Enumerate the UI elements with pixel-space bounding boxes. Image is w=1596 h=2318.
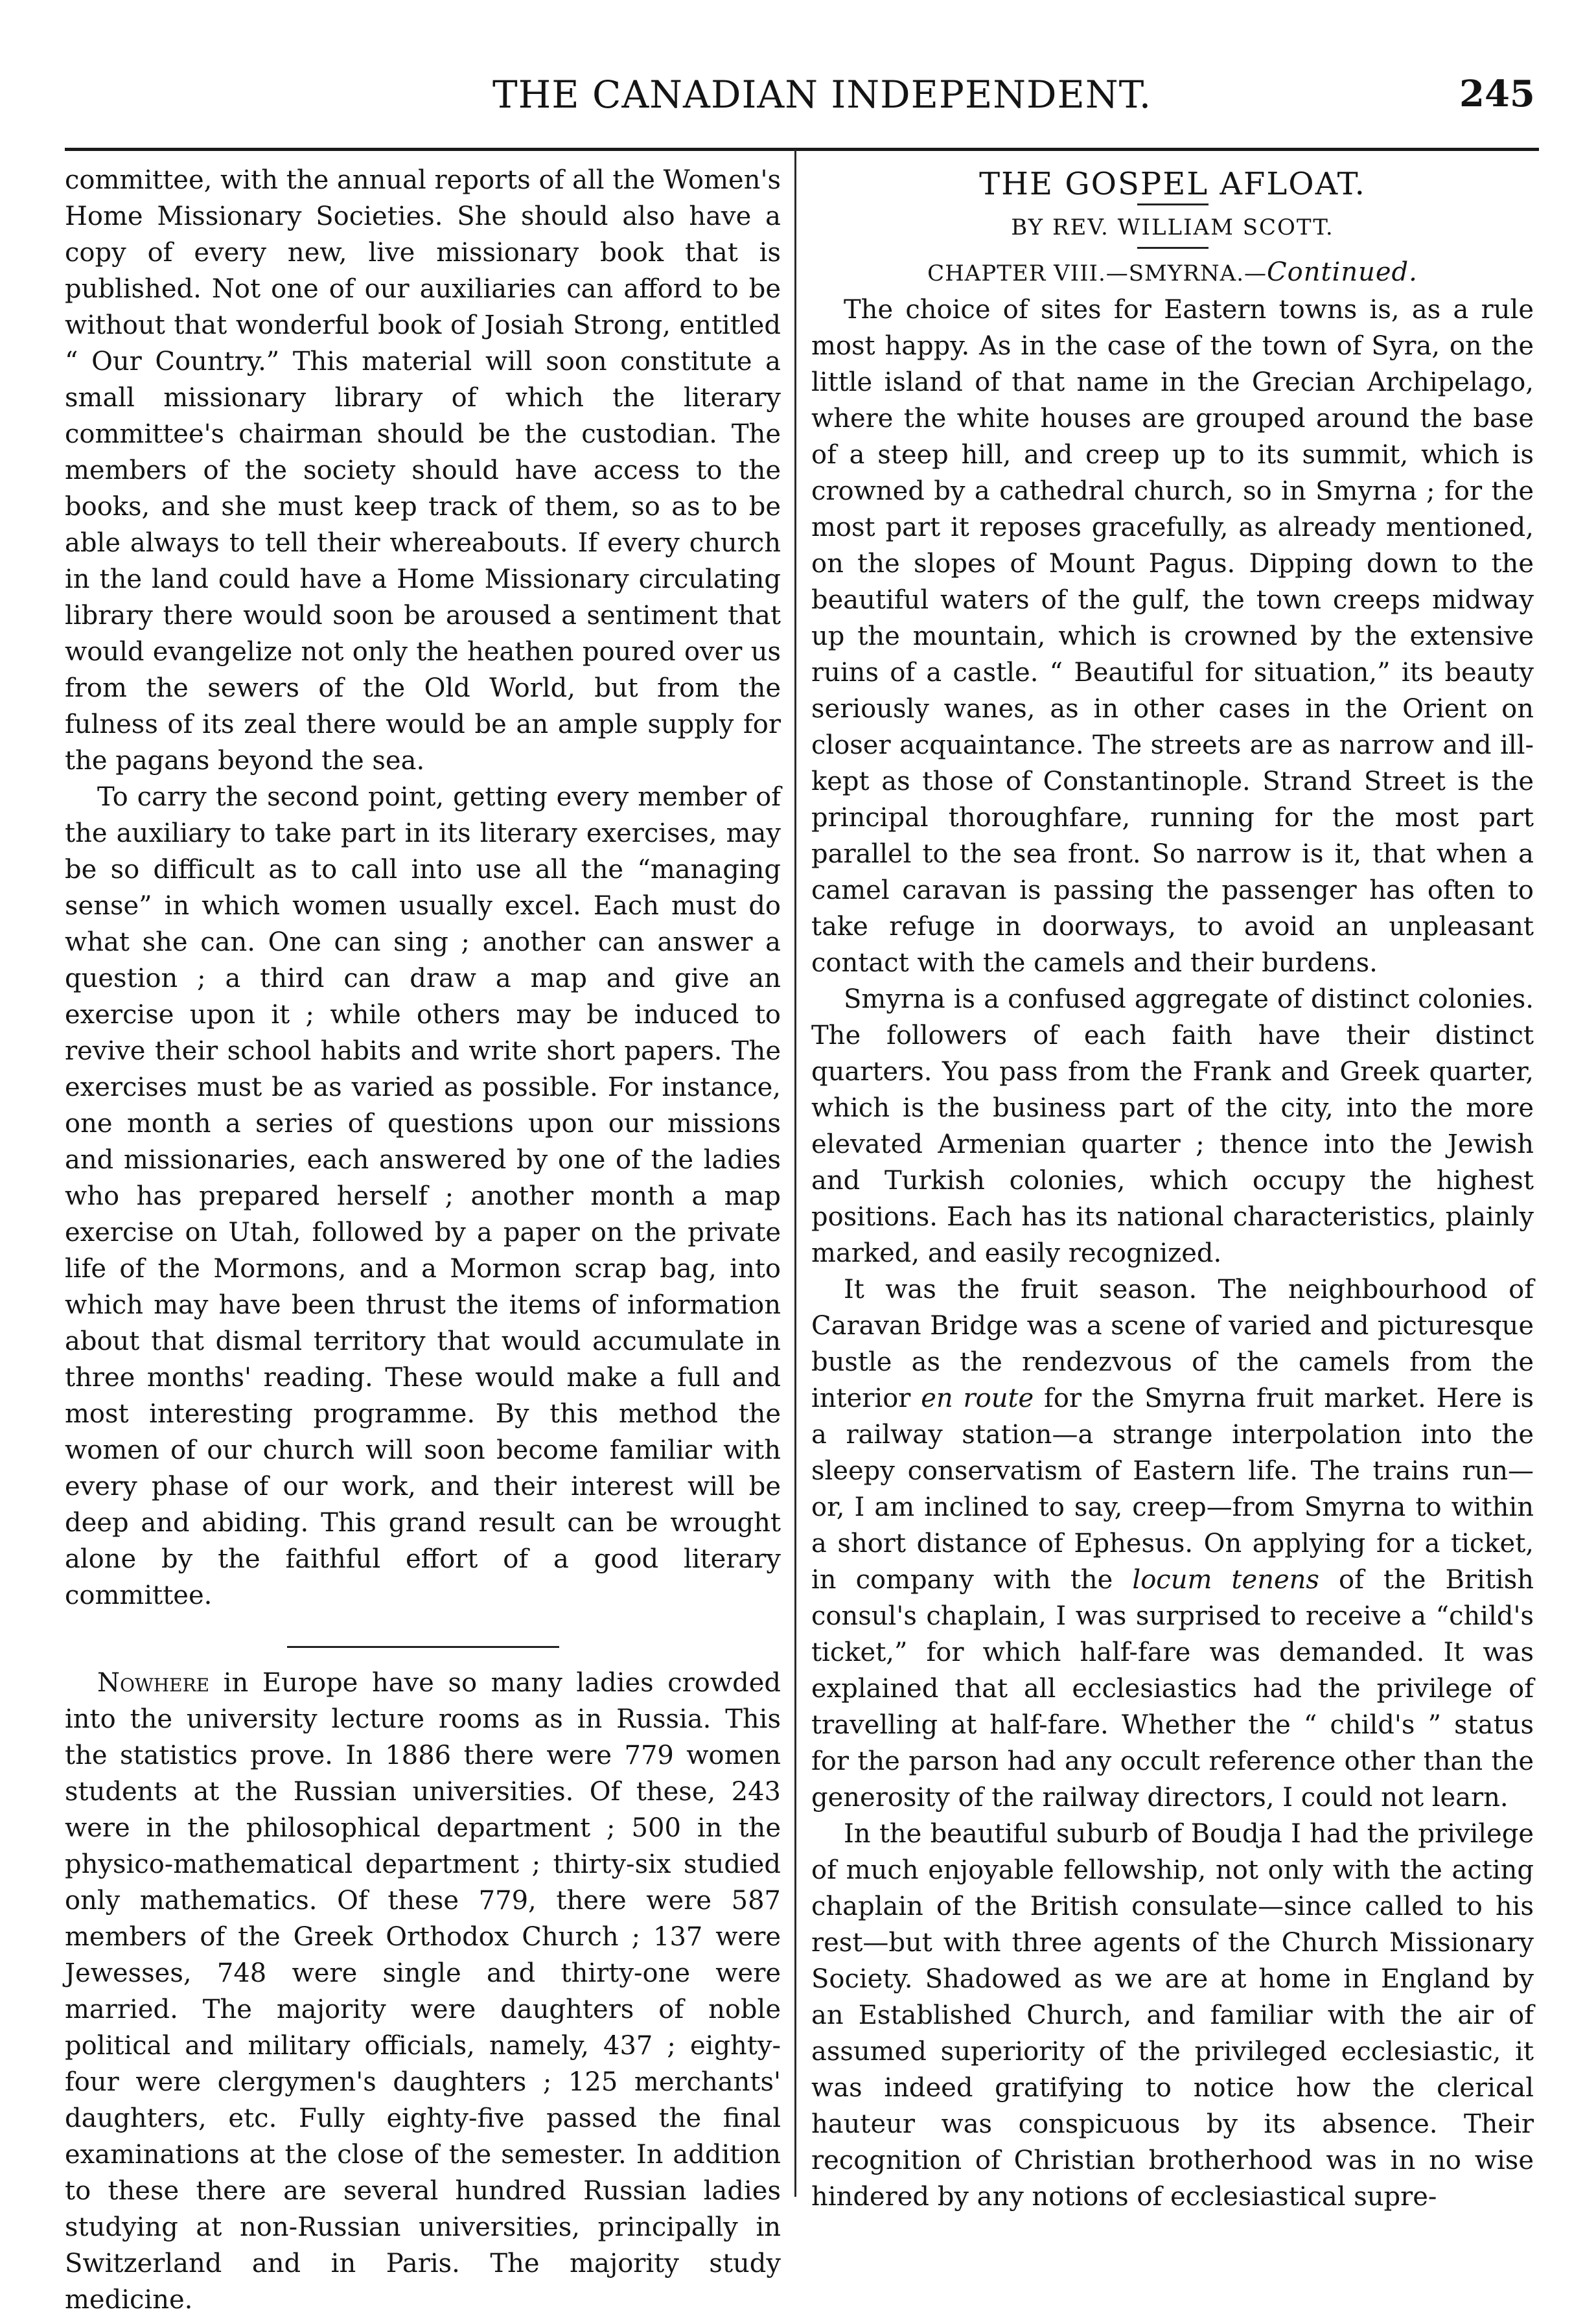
left-paragraph-2: To carry the second point, getting every member of the auxiliary to take part in its literary exercises, may be so difficult as to call into use all the “managing sense” in which women usually excel. Each must do what she can. One can sing ; another can answer a question ; a third can draw a map and give an exercise upon it ; while others may be induced to revive their school habits and write short papers. The exercises must be as varied as possible. For instance, one month a series of questions upon our missions and missionaries, each answered by one of the ladies who has prepared herself ; another month a map exercise on Utah, followed by a paper on the private life of the Mormons, and a Mormon scrap bag, into which may have been thrust the items of information about that dismal territory that would accumulate in three months' reading. These would make a full and most interesting programme. By this method the women of our church will soon become familiar with every phase of our work, and their interest will be deep and abiding. This grand result can be wrought alone by the faithful effort of a good literary committee. [65, 782, 781, 1610]
section-divider [287, 1646, 559, 1648]
right-paragraph-3-part-e: of the British consul's chaplain, I was surprised to receive a “child's ticket,” for which half-fare was demanded. It was explained that all ecclesiastics had the privilege of travelling at half-fare. Whether the “ child's ” status for the parson had any occult reference other than the generosity of the railway directors, I could not learn. [811, 1565, 1534, 1813]
column-rule [794, 149, 796, 2197]
header-rule [65, 148, 1539, 151]
byline-rule [1137, 247, 1209, 249]
left-paragraph-3 [65, 1665, 781, 2318]
left-paragraph-3-text: in Europe have so many ladies crowded into the university lecture rooms as in Russia. This the statistics prove. In 1886 there were 779 women students at the Russian universities. Of these, 243 were in the philosophical department ; 500 in the physico-mathematical department ; thirty-six studied only mathematics. Of these 779, there were 587 members of the Greek Orthodox Church ; 137 were Jewesses, 748 were single and thirty-one were married. The majority were daughters of noble political and military officials, namely, 437 ; eighty-four were clergymen's daughters ; 125 merchants' daughters, etc. Fully eighty-five passed the final examinations at the close of the semester. In addition to these there are several hundred Russian ladies studying at non-Russian universities, principally in Switzerland and in Paris. The majority study medicine. [65, 1668, 781, 2315]
title-rule [1137, 203, 1209, 205]
left-column [65, 162, 781, 2318]
byline: BY REV. WILLIAM SCOTT. [1011, 214, 1334, 240]
right-paragraph-4: In the beautiful suburb of Boudja I had the privilege of much enjoyable fellowship, not only with the acting chaplain of the British consulate—since called to his rest—but with three agents of the Church Missionary Society. Shadowed as we are at home in England by an Established Church, and familiar with the air of assumed superiority of the privileged ecclesiastic, it was indeed gratifying to notice how the clerical hauteur was conspicuous by its absence. Their recognition of Christian brotherhood was in no wise hindered by any notions of ecclesiastical supre- [811, 1819, 1534, 2212]
chapter-continued: Continued. [1267, 257, 1418, 287]
page-number: 245 [1459, 73, 1535, 115]
running-title: THE CANADIAN INDEPENDENT. [492, 73, 1152, 117]
italic-en-route: en route [921, 1384, 1034, 1413]
article-title: THE GOSPEL AFLOAT. [979, 166, 1366, 202]
right-paragraph-1: The choice of sites for Eastern towns is, as a rule most happy. As in the case of the town of Syra, on the little island of that name in the Grecian Archipelago, where the white houses are grouped around the base of a steep hill, and creep up to its summit, which is crowned by a cathedral church, so in Smyrna ; for the most part it reposes gracefully, as already mentioned, on the slopes of Mount Pagus. Dipping down to the beautiful waters of the gulf, the town creeps midway up the mountain, which is crowned by the extensive ruins of a castle. “ Beautiful for situation,” its beauty seriously wanes, as in other cases in the Orient on closer acquaintance. The streets are as narrow and ill-kept as those of Constantinople. Strand Street is the principal thoroughfare, running for the most part parallel to the sea front. So narrow is it, that when a camel caravan is passing the passenger has often to take refuge in doorways, to avoid an unpleasant contact with the camels and their burdens. [811, 295, 1534, 978]
right-paragraph-3-part-c: for the Smyrna fruit market. Here is a railway station—a strange interpolation into the sleepy conservatism of Eastern life. The trains run—or, I am inclined to say, creep—from Smyrna to within a short distance of Ephesus. On applying for a ticket, in company with the [811, 1384, 1534, 1595]
right-paragraph-2: Smyrna is a confused aggregate of distinct colonies. The followers of each faith have their distinct quarters. You pass from the Frank and Greek quarter, which is the business part of the city, into the more elevated Armenian quarter ; thence into the Jewish and Turkish colonies, which occupy the highest positions. Each has its national characteristics, plainly marked, and easily recognized. [811, 984, 1534, 1268]
chapter-label: CHAPTER VIII.—SMYRNA.— [927, 261, 1267, 286]
running-head [0, 65, 1596, 123]
right-paragraph-3-part-a: It was the fruit season. The neighbourhood of Caravan Bridge was a scene of varied and picturesque bustle as the rendezvous of the camels from the interior [811, 1275, 1534, 1413]
right-column [811, 162, 1534, 2215]
left-paragraph-1: committee, with the annual reports of all the Women's Home Missionary Societies. She should also have a copy of every new, live missionary book that is published. Not one of our auxiliaries can afford to be without that wonderful book of Josiah Strong, entitled “ Our Country.” This material will soon constitute a small missionary library of which the literary committee's chairman should be the custodian. The members of the society should have access to the books, and she must keep track of them, so as to be able always to tell their whereabouts. If every church in the land could have a Home Missionary circulating library there would soon be aroused a sentiment that would evangelize not only the heathen poured over us from the sewers of the Old World, but from the fulness of its zeal there would be an ample supply for the pagans beyond the sea. [65, 165, 781, 776]
right-paragraph-3 [811, 1271, 1534, 1816]
lead-word: Nowhere [97, 1668, 210, 1698]
chapter-heading [811, 254, 1534, 292]
italic-locum-tenens: locum tenens [1132, 1565, 1319, 1595]
